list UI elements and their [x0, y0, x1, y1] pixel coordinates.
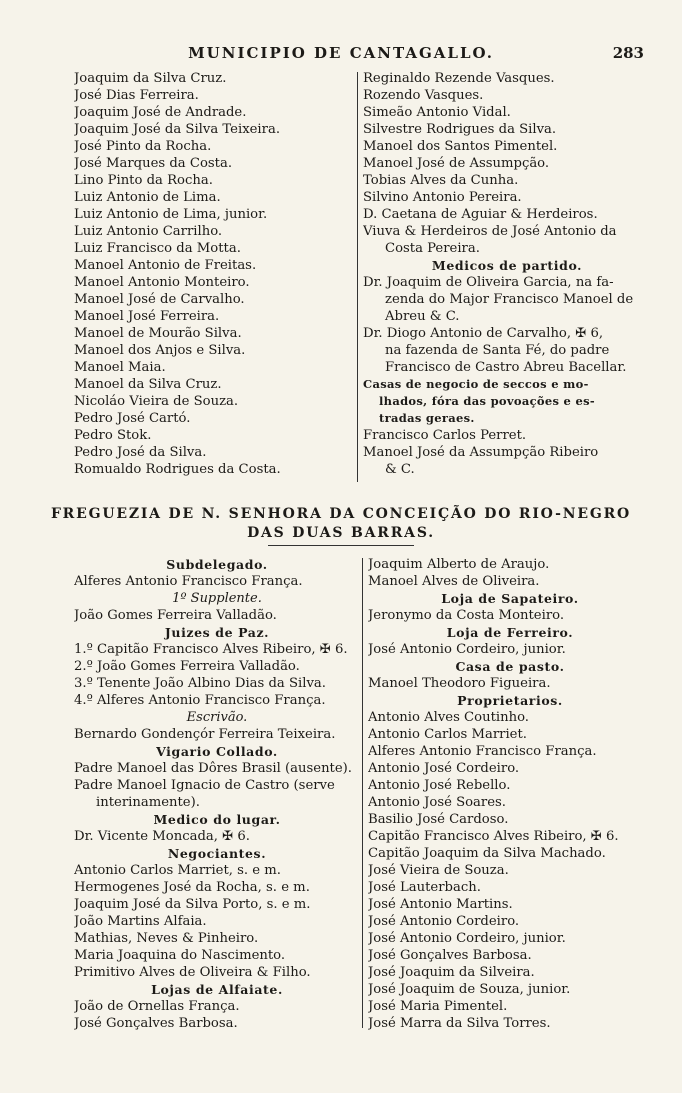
- entry-line: Manoel dos Anjos e Silva.: [74, 343, 246, 358]
- category-heading: Casas de negocio de seccos e mo-: [363, 377, 589, 391]
- entry-continuation: interinamente).: [96, 795, 200, 810]
- entry-line: Antonio José Soares.: [368, 795, 506, 810]
- entry-line: Mathias, Neves & Pinheiro.: [74, 931, 259, 946]
- entry-line: Manoel dos Santos Pimentel.: [363, 139, 558, 154]
- entry-line: Simeão Antonio Vidal.: [363, 105, 511, 120]
- entry-line: Capitão Joaquim da Silva Machado.: [368, 846, 606, 861]
- entry-line: José Marques da Costa.: [74, 156, 233, 171]
- section-heading: Loja de Ferreiro.: [446, 625, 574, 640]
- entry-line: Francisco Carlos Perret.: [363, 428, 527, 443]
- entry-line: José Joaquim da Silveira.: [368, 965, 535, 980]
- entry-line: José Pinto da Rocha.: [74, 139, 212, 154]
- entry-line: Manoel José de Carvalho.: [74, 292, 245, 307]
- section-heading: Lojas de Alfaiate.: [151, 982, 283, 997]
- section-heading: Medico do lugar.: [153, 812, 281, 827]
- entry-line: Capitão Francisco Alves Ribeiro, ✠ 6.: [368, 829, 619, 844]
- entry-line: Joaquim Alberto de Araujo.: [368, 557, 550, 572]
- section-title-rule: [268, 545, 414, 546]
- entry-line: João Martins Alfaia.: [74, 914, 207, 929]
- entry-line: Alferes Antonio Francisco França.: [368, 744, 597, 759]
- page-number: 283: [612, 44, 644, 62]
- entry-line: Reginaldo Rezende Vasques.: [363, 71, 555, 86]
- entry-line: Padre Manoel Ignacio de Castro (serve: [74, 778, 335, 793]
- section-heading: Negociantes.: [167, 846, 267, 861]
- column-divider-top: [357, 72, 358, 482]
- entry-line: Basilio José Cardoso.: [368, 812, 509, 827]
- entry-line: Nicoláo Vieira de Souza.: [74, 394, 239, 409]
- section-heading: Casa de pasto.: [455, 659, 565, 674]
- entry-line: Primitivo Alves de Oliveira & Filho.: [74, 965, 311, 980]
- entry-continuation: & C.: [385, 462, 415, 477]
- top-right-column: [363, 70, 651, 478]
- entry-line: 2.º João Gomes Ferreira Valladão.: [74, 659, 300, 674]
- entry-line: Dr. Joaquim de Oliveira Garcia, na fa-: [363, 275, 614, 290]
- entry-line: Manoel Antonio Monteiro.: [74, 275, 250, 290]
- bottom-right-column: [368, 556, 652, 1032]
- entry-line: Luiz Antonio de Lima.: [74, 190, 221, 205]
- entry-line: Maria Joaquina do Nascimento.: [74, 948, 286, 963]
- bottom-left-column: [74, 556, 360, 1032]
- top-left-column: [74, 70, 356, 478]
- entry-line: Antonio Carlos Marriet, s. e m.: [74, 863, 281, 878]
- entry-line: Pedro José Cartó.: [74, 411, 191, 426]
- entry-line: 1.º Capitão Francisco Alves Ribeiro, ✠ 6.: [74, 642, 348, 657]
- entry-continuation: Costa Pereira.: [385, 241, 480, 256]
- entry-line: José Antonio Cordeiro.: [368, 914, 520, 929]
- entry-line: Dr. Diogo Antonio de Carvalho, ✠ 6,: [363, 326, 604, 341]
- entry-line: José Antonio Cordeiro, junior.: [368, 642, 566, 657]
- section-title-line1: FREGUEZIA DE N. SENHORA DA CONCEIÇÃO DO RIO-NEGRO: [50, 506, 632, 522]
- section-heading: Vigario Collado.: [156, 744, 278, 759]
- entry-continuation: Abreu & C.: [385, 309, 460, 324]
- entry-continuation: Francisco de Castro Abreu Bacellar.: [385, 360, 627, 375]
- entry-line: Joaquim José da Silva Porto, s. e m.: [74, 897, 311, 912]
- entry-line: José Joaquim de Souza, junior.: [368, 982, 571, 997]
- entry-line: Manoel Antonio de Freitas.: [74, 258, 257, 273]
- entry-line: Manoel José de Assumpção.: [363, 156, 550, 171]
- category-heading-continuation: lhados, fóra das povoações e es-: [379, 394, 595, 408]
- entry-line: Alferes Antonio Francisco França.: [74, 574, 303, 589]
- entry-line: Bernardo Gondençór Ferreira Teixeira.: [74, 727, 336, 742]
- entry-line: Manoel Alves de Oliveira.: [368, 574, 540, 589]
- running-title: MUNICIPIO DE CANTAGALLO.: [188, 44, 494, 62]
- section-heading: Loja de Sapateiro.: [441, 591, 579, 606]
- entry-line: Dr. Vicente Moncada, ✠ 6.: [74, 829, 250, 844]
- entry-line: Luiz Antonio de Lima, junior.: [74, 207, 268, 222]
- entry-line: Manoel de Mourão Silva.: [74, 326, 242, 341]
- entry-line: Antonio Carlos Marriet.: [368, 727, 527, 742]
- entry-continuation: zenda do Major Francisco Manoel de: [385, 292, 634, 307]
- entry-line: Antonio José Rebello.: [368, 778, 511, 793]
- entry-line: Joaquim José de Andrade.: [74, 105, 247, 120]
- entry-line: Manoel José da Assumpção Ribeiro: [363, 445, 599, 460]
- entry-line: José Antonio Cordeiro, junior.: [368, 931, 566, 946]
- entry-line: Hermogenes José da Rocha, s. e m.: [74, 880, 310, 895]
- entry-line: João Gomes Ferreira Valladão.: [74, 608, 277, 623]
- entry-line: Padre Manoel das Dôres Brasil (ausente).: [74, 761, 352, 776]
- sub-heading: 1º Supplente.: [172, 591, 262, 606]
- entry-line: Viuva & Herdeiros de José Antonio da: [363, 224, 617, 239]
- entry-line: Romualdo Rodrigues da Costa.: [74, 462, 281, 477]
- entry-line: Jeronymo da Costa Monteiro.: [368, 608, 565, 623]
- entry-line: José Gonçalves Barbosa.: [74, 1016, 238, 1031]
- section-heading: Proprietarios.: [457, 693, 563, 708]
- section-heading: Medicos de partido.: [431, 258, 583, 273]
- entry-line: José Dias Ferreira.: [74, 88, 199, 103]
- entry-line: Pedro José da Silva.: [74, 445, 207, 460]
- entry-line: Silvestre Rodrigues da Silva.: [363, 122, 557, 137]
- column-divider-bottom: [362, 558, 363, 1028]
- entry-line: João de Ornellas França.: [74, 999, 240, 1014]
- entry-line: Manoel Theodoro Figueira.: [368, 676, 551, 691]
- entry-line: Manoel José Ferreira.: [74, 309, 220, 324]
- section-title-line2: DAS DUAS BARRAS.: [247, 525, 435, 541]
- entry-line: José Vieira de Souza.: [368, 863, 509, 878]
- entry-line: Luiz Francisco da Motta.: [74, 241, 241, 256]
- entry-line: José Maria Pimentel.: [368, 999, 508, 1014]
- section-heading: Juizes de Paz.: [164, 625, 270, 640]
- entry-continuation: na fazenda de Santa Fé, do padre: [385, 343, 610, 358]
- entry-line: Antonio Alves Coutinho.: [368, 710, 529, 725]
- entry-line: 3.º Tenente João Albino Dias da Silva.: [74, 676, 326, 691]
- entry-line: Joaquim da Silva Cruz.: [74, 71, 227, 86]
- sub-heading: Escrivão.: [186, 710, 248, 725]
- entry-line: Joaquim José da Silva Teixeira.: [74, 122, 281, 137]
- entry-line: José Lauterbach.: [368, 880, 481, 895]
- category-heading-continuation: tradas geraes.: [379, 411, 475, 425]
- entry-line: Manoel da Silva Cruz.: [74, 377, 222, 392]
- entry-line: José Antonio Martins.: [368, 897, 513, 912]
- entry-line: José Marra da Silva Torres.: [368, 1016, 551, 1031]
- entry-line: Pedro Stok.: [74, 428, 152, 443]
- entry-line: Manoel Maia.: [74, 360, 166, 375]
- entry-line: Rozendo Vasques.: [363, 88, 484, 103]
- section-heading: Subdelegado.: [166, 557, 268, 572]
- entry-line: Lino Pinto da Rocha.: [74, 173, 213, 188]
- entry-line: Antonio José Cordeiro.: [368, 761, 520, 776]
- entry-line: D. Caetana de Aguiar & Herdeiros.: [363, 207, 598, 222]
- entry-line: Luiz Antonio Carrilho.: [74, 224, 223, 239]
- entry-line: Silvino Antonio Pereira.: [363, 190, 522, 205]
- page-header: [0, 40, 682, 66]
- entry-line: José Gonçalves Barbosa.: [368, 948, 532, 963]
- entry-line: Tobias Alves da Cunha.: [363, 173, 519, 188]
- entry-line: 4.º Alferes Antonio Francisco França.: [74, 693, 326, 708]
